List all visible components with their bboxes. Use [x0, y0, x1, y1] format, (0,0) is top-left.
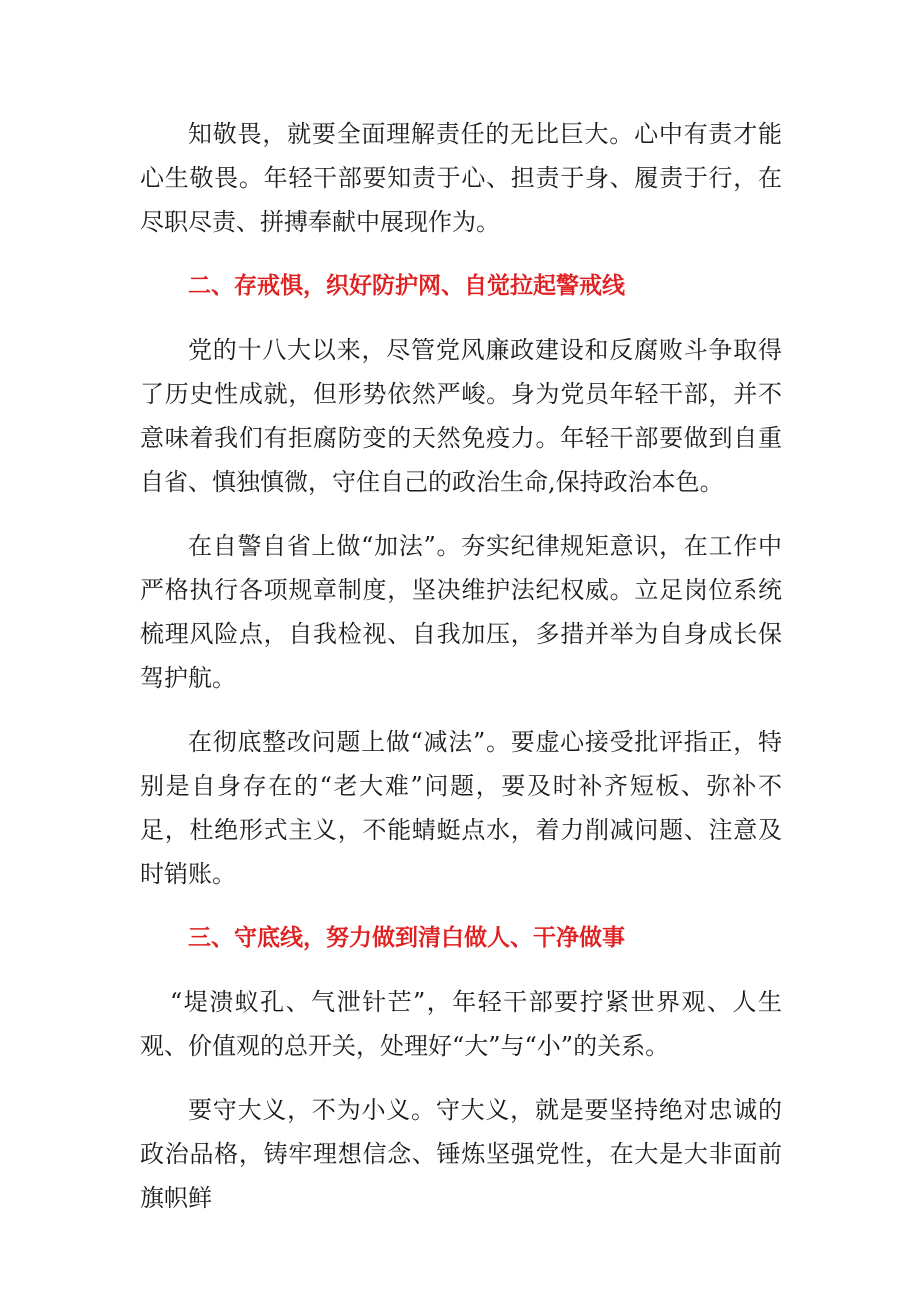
paragraph-worldview: “堤溃蚁孔、气泄针芒”，年轻干部要拧紧世界观、人生观、价值观的总开关，处理好“大”与“小”的关系。 — [140, 988, 782, 1060]
section-heading-3: 三、守底线，努力做到清白做人、干净做事 — [188, 925, 625, 951]
paragraph-great-righteousness: 要守大义，不为小义。守大义，就是要坚持绝对忠诚的政治品格，铸牢理想信念、锤炼坚强党性，在大是大非面前旗帜鲜 — [140, 1096, 782, 1212]
paragraph-respect-responsibility: 知敬畏，就要全面理解责任的无比巨大。心中有责才能心生敬畏。年轻干部要知责于心、担责于身、履责于行，在尽职尽责、拼搏奉献中展现作为。 — [140, 120, 782, 236]
document-body — [140, 112, 782, 1240]
paragraph-addition: 在自警自省上做“加法”。夯实纪律规矩意识，在工作中严格执行各项规章制度，坚决维护法纪权威。立足岗位系统梳理风险点，自我检视、自我加压，多措并举为自身成长保驾护航。 — [140, 532, 782, 692]
paragraph-subtraction: 在彻底整改问题上做“减法”。要虚心接受批评指正，特别是自身存在的“老大难”问题，要及时补齐短板、弥补不足，杜绝形式主义，不能蜻蜓点水，着力削减问题、注意及时销账。 — [140, 728, 782, 888]
section-heading-2: 二、存戒惧，织好防护网、自觉拉起警戒线 — [188, 273, 625, 299]
paragraph-anti-corruption: 党的十八大以来，尽管党风廉政建设和反腐败斗争取得了历史性成就，但形势依然严峻。身为党员年轻干部，并不意味着我们有拒腐防变的天然免疫力。年轻干部要做到自重自省、慎独慎微，守住自己的政治生命,保持政治本色。 — [140, 336, 782, 496]
